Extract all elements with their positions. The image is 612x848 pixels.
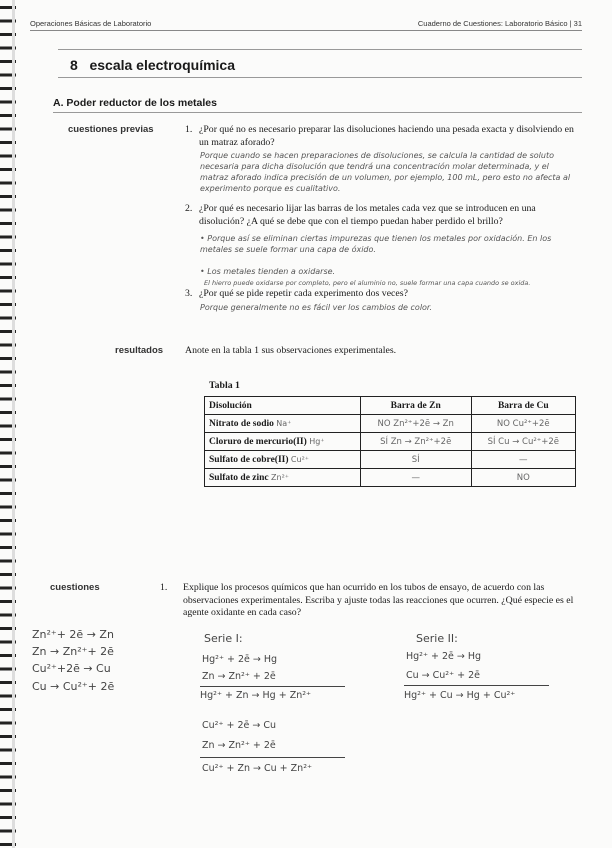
serie2-line: Cu → Cu²⁺ + 2ē — [406, 670, 481, 681]
cell-zn: SÍ — [360, 451, 471, 469]
cell-cu: — — [471, 451, 575, 469]
previas-q2-answer1: • Porque así se eliminan ciertas impurezas que tienen los metales por oxidación. En los metales se suele formar una capa de óxido. — [200, 234, 552, 254]
serie1-line: Cu²⁺ + 2ē → Cu — [202, 720, 277, 731]
serie2-line: Hg²⁺ + 2ē → Hg — [406, 651, 482, 662]
serie2-sum-rule — [404, 685, 549, 686]
previas-q1-answer: Porque cuando se hacen preparaciones de disoluciones, se calcula la cantidad de soluto necesaria para dicha disolución que tendrá una concentración molar determinada, y el matraz aforado indica precisión de un volumen, por ejemplo, 100 mL, pero esto no afecta al experimento porque es cualitativo. — [200, 151, 571, 193]
previas-q1-num: 1. — [185, 124, 193, 135]
row-name: Nitrato de sodio — [209, 418, 274, 429]
row-name: Cloruro de mercurio(II) — [209, 436, 307, 447]
serie1-sum-rule — [200, 686, 345, 687]
row-name: Sulfato de cobre(II) — [209, 454, 289, 465]
serie1-line: Hg²⁺ + 2ē → Hg — [202, 654, 278, 665]
col-header-cu: Barra de Cu — [471, 397, 575, 415]
chapter-rule-top — [58, 49, 582, 50]
section-rule — [53, 112, 582, 113]
cell-cu: NO Cu²⁺+2ē — [471, 415, 575, 433]
resultados-text: Anote en la tabla 1 sus observaciones experimentales. — [185, 345, 397, 356]
serie1-sum-rule-2 — [200, 757, 345, 758]
serie1-title: Serie I: — [204, 632, 243, 645]
serie1-line: Zn → Zn²⁺ + 2ē — [202, 671, 276, 682]
results-table — [204, 396, 576, 487]
section-title: A. Poder reductor de los metales — [53, 97, 217, 109]
table-row — [205, 433, 576, 451]
cell-zn: — — [360, 469, 471, 487]
previas-q2-num: 2. — [185, 203, 193, 214]
previas-q3-num: 3. — [185, 288, 193, 299]
margin-eq: Zn → Zn²⁺+ 2ē — [32, 645, 114, 658]
previas-q3-text: ¿Por qué se pide repetir cada experimento dos veces? — [199, 288, 408, 299]
cuestiones-label: cuestiones — [50, 582, 100, 593]
margin-eq: Zn²⁺+ 2ē → Zn — [32, 628, 114, 641]
chapter-title: escala electroquímica — [89, 57, 235, 73]
margin-eq: Cu²⁺+2ē → Cu — [32, 662, 111, 675]
table-header-row — [205, 397, 576, 415]
row-ion: Hg⁺ — [309, 436, 325, 446]
cell-zn: NO Zn²⁺+2ē → Zn — [360, 415, 471, 433]
chapter-rule-bottom — [58, 77, 582, 78]
previas-q1-text: ¿Por qué no es necesario preparar las disoluciones haciendo una pesada exacta y disolviendo en un matraz aforado? — [199, 124, 574, 148]
serie2-title: Serie II: — [416, 632, 458, 645]
serie2-line: Hg²⁺ + Cu → Hg + Cu²⁺ — [404, 690, 516, 701]
header-left: Operaciones Básicas de Laboratorio — [30, 19, 152, 28]
header-rule — [30, 30, 582, 31]
col-header-solution: Disolución — [205, 397, 361, 415]
cell-cu: NO — [471, 469, 575, 487]
serie1-line: Zn → Zn²⁺ + 2ē — [202, 740, 276, 751]
table-row — [205, 451, 576, 469]
table-title: Tabla 1 — [209, 380, 240, 391]
serie1-line: Hg²⁺ + Zn → Hg + Zn²⁺ — [200, 690, 312, 701]
chapter-heading — [70, 57, 235, 73]
resultados-label: resultados — [115, 345, 164, 356]
previas-q2-answer2: • Los metales tienden a oxidarse. — [200, 267, 336, 276]
cuestiones-q1-text: Explique los procesos químicos que han ocurrido en los tubos de ensayo, de acuerdo con las observaciones experimentales. Escriba y ajuste todas las reacciones que ocurren. ¿Qué especie es el agente oxidante en cada caso? — [183, 582, 574, 618]
table-row — [205, 415, 576, 433]
previas-q2-answer3: El hierro puede oxidarse por completo, pero el aluminio no, suele formar una capa cuando se oxida. — [204, 279, 531, 287]
row-name: Sulfato de zinc — [209, 472, 269, 483]
cell-cu: SÍ Cu → Cu²⁺+2ē — [471, 433, 575, 451]
previas-label: cuestiones previas — [68, 124, 154, 135]
table-row — [205, 469, 576, 487]
cell-zn: SÍ Zn → Zn²⁺+2ē — [360, 433, 471, 451]
col-header-zn: Barra de Zn — [360, 397, 471, 415]
serie1-line: Cu²⁺ + Zn → Cu + Zn²⁺ — [202, 763, 313, 774]
row-ion: Zn²⁺ — [271, 472, 289, 482]
previas-q2-text: ¿Por qué es necesario lijar las barras de los metales cada vez que se introducen en una disolución? ¿A qué se debe que con el tiempo puedan haber perdido el brillo? — [199, 203, 536, 227]
margin-eq: Cu → Cu²⁺+ 2ē — [32, 680, 115, 693]
row-ion: Na⁺ — [276, 418, 292, 428]
chapter-number: 8 — [70, 57, 78, 73]
row-ion: Cu²⁺ — [290, 454, 309, 464]
cuestiones-q1-num: 1. — [160, 582, 168, 593]
header-right: Cuaderno de Cuestiones: Laboratorio Básico | 31 — [417, 19, 582, 28]
previas-q3-answer: Porque generalmente no es fácil ver los cambios de color. — [200, 303, 433, 312]
spiral-binding — [0, 0, 16, 848]
